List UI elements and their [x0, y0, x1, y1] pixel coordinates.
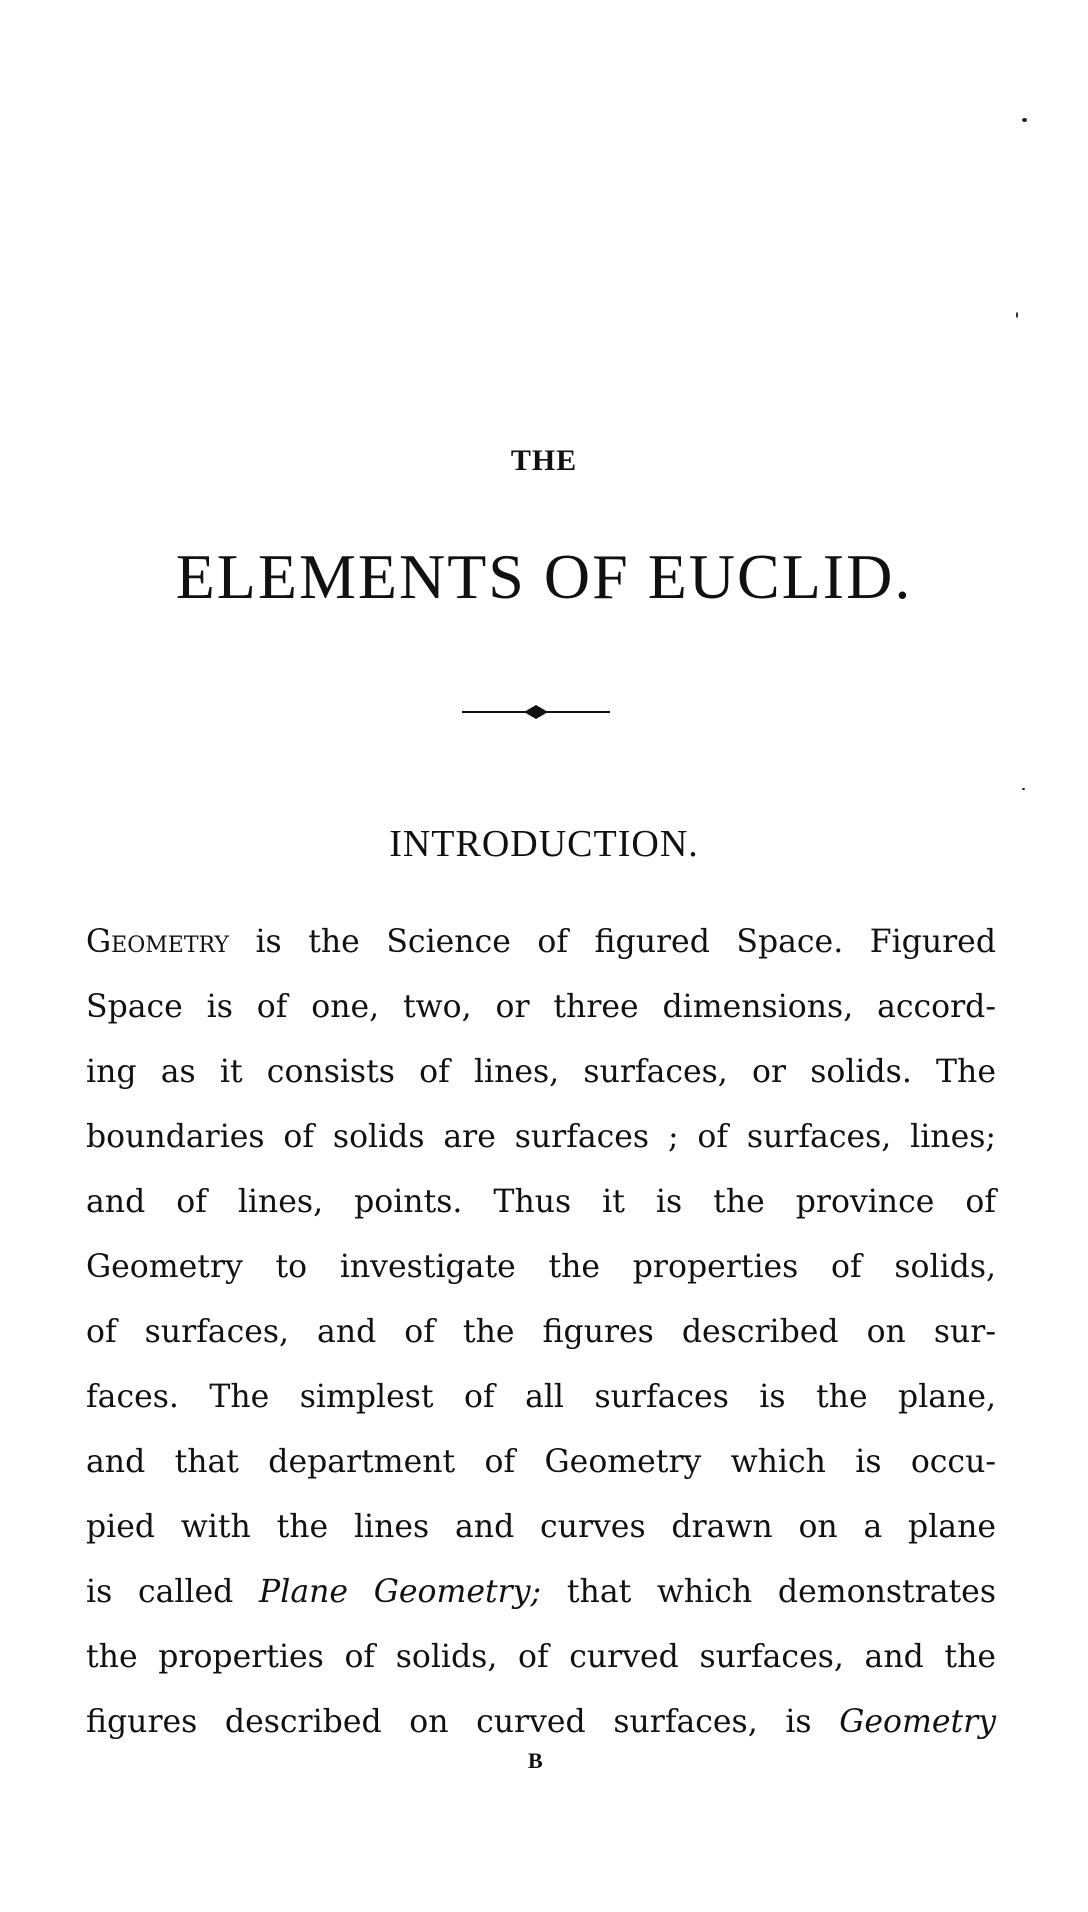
body-line: and that department of Geometry which is occu- — [86, 1444, 996, 1480]
body-line: faces. The simplest of all surfaces is the plane, — [86, 1379, 996, 1415]
italic-term: Plane Geometry; — [259, 1574, 542, 1610]
body-line — [86, 1560, 996, 1625]
body-line-text: that which demonstrates — [541, 1574, 996, 1610]
body-line: Geometry to investigate the properties of solids, — [86, 1249, 996, 1285]
ornament-divider — [462, 700, 610, 724]
scan-speck — [1022, 118, 1027, 122]
body-line: pied with the lines and curves drawn on a plane — [86, 1509, 996, 1545]
first-word-smallcaps: Geometry — [86, 924, 229, 960]
body-line-text: is the Science of figured Space. Figured — [228, 924, 996, 960]
body-line: of surfaces, and of the figures described on sur- — [86, 1314, 996, 1350]
body-line-text: is called — [86, 1574, 260, 1610]
body-line — [86, 910, 996, 975]
body-line: ing as it consists of lines, surfaces, or solids. The — [86, 1054, 996, 1090]
italic-term: Geometry — [839, 1704, 996, 1740]
book-title: ELEMENTS OF EUCLID. — [175, 541, 913, 612]
body-line — [86, 1690, 996, 1755]
body-line: boundaries of solids are surfaces ; of surfaces, lines; — [86, 1119, 996, 1155]
body-line-text: figures described on curved surfaces, is — [86, 1704, 840, 1740]
scan-speck — [1022, 788, 1025, 790]
signature-mark: B — [528, 1748, 543, 1773]
section-heading: INTRODUCTION. — [389, 823, 699, 865]
body-line: the properties of solids, of curved surfaces, and the — [86, 1639, 996, 1675]
heading-the: THE — [510, 444, 578, 477]
body-line: Space is of one, two, or three dimensions, accord- — [86, 989, 996, 1025]
scan-speck — [1016, 312, 1018, 318]
body-paragraph — [86, 910, 996, 1755]
body-line: and of lines, points. Thus it is the province of — [86, 1184, 996, 1220]
